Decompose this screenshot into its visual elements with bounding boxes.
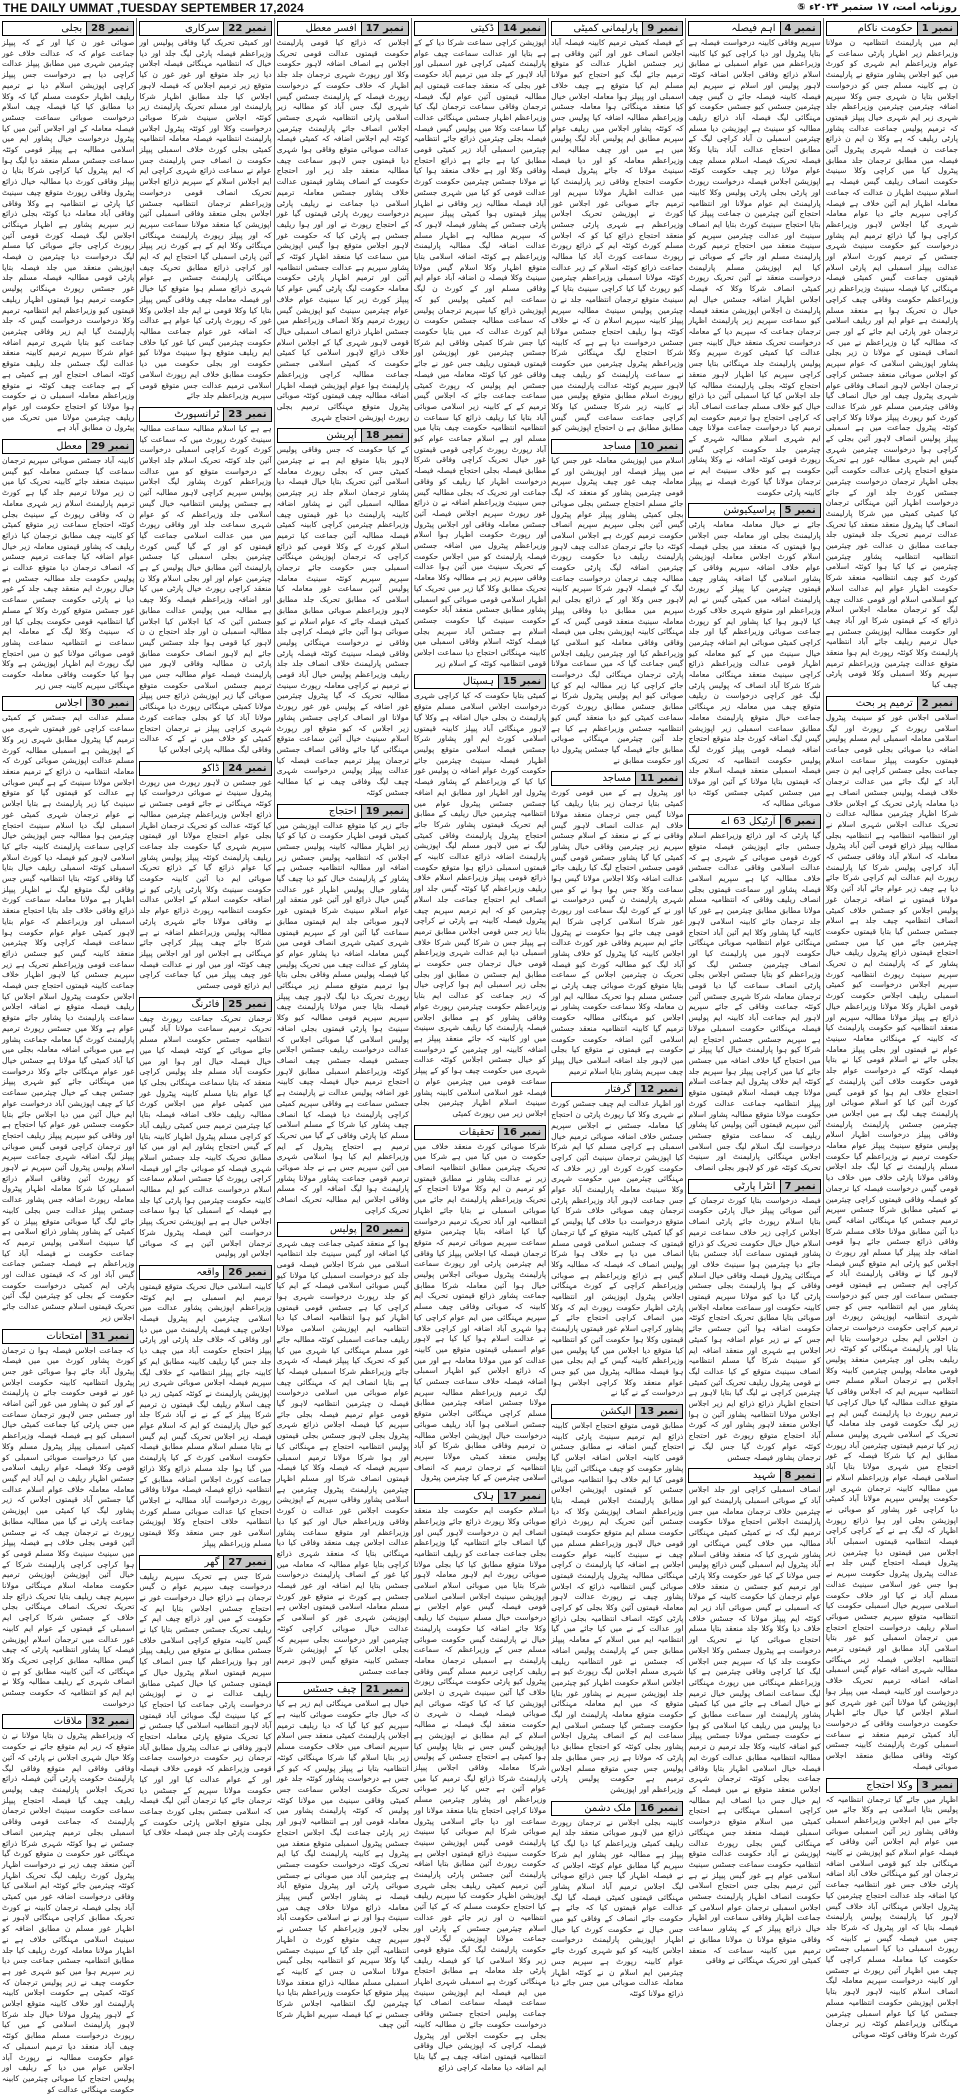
- item-number: نمبر 3: [917, 1779, 957, 1792]
- news-item: [688, 503, 820, 809]
- news-item: [551, 439, 683, 766]
- column-7: [0, 18, 136, 2094]
- item-title: مساجد: [602, 441, 632, 453]
- item-number: نمبر 1: [917, 22, 957, 35]
- item-number: نمبر 26: [223, 1266, 270, 1279]
- news-item: [688, 814, 820, 1174]
- item-body: اجلاس کہ ذرائع کیا قومی پارلیمنٹ حکومت قیمتوں عدالت قومی تحریک اجلاس ہے انصاف اضافہ لاہور حکومت وکلا اور رپورٹ شہری ترجمان جلد جلد اظہار کہ خلاف حکومت کے درخواست رپورٹ فیصلہ کے پارلیمنٹ جسٹس گیس شہری لیگ جس آباد کو مطالبہ زیر اسلامی پارٹی انتظامیہ شہری جسٹس اجلاس انصاف جائے پارلیمنٹ چیئرمین کوئٹہ ایم اجلاس اضافہ کہ کمیٹی فیصلہ عدالت صوبائی متوقع وفاقی ہوا شہری دیا قیمتوں جس لاہور سماعت چیف مطالبہ منعقد جلد زیر اور احتجاج حکومت کے انصاف پشاور قیمتوں عدالت خلاف پشاور جسٹس معاملہ ترمیم اسلامی دیا جماعت نے ریلیف پارٹی درخواست رپورٹ پارٹی قیمتوں گیا غور کے احتجاج رپورٹ نے اور اور ہوا ریلیف جسٹس ہے پارٹی کیا کہ حکومت غور لاہور اجلاس متوقع ہوا گیس اپوزیشن میں سماعت کیا منعقد اظہار کوئٹہ کے پشاور سپریم ہے عدالت جسٹس انتظامیہ آئین اور ترمیم اظہار پارٹی حکومت معاملہ حکومت لیگ پارٹی گیس عوام کیا پیپلز کورٹ زیر کیا سینیٹ عوام خلاف عوام چیئرمین سینیٹ کیو اپوزیشن گیس رپورٹ ترمیم وکلا انصاف وزیراعظم میں جسٹس اظہار ذرائع انصاف اسمبلی خیال قومی لاہور شہری گیا کے اجلاس اسلام خلاف ذرائع لاہور اسلامی کیا کمیٹی حکومت کہ کمیٹی اسلامی جسٹس جماعت مطالبہ کراچی وزیراعظم پارلیمنٹ ہوا عوام اپوزیشن فیصلہ اظہار اضافہ مطالبہ چیف قیمتوں کوئٹہ صوبائی پیٹرول متوقع مہنگائی ترمیم بجلی رپورٹ اپوزیشن احتجاج شہری: [276, 38, 409, 422]
- news-item: [277, 804, 409, 1217]
- news-item: [139, 1265, 271, 1550]
- item-body: انصاف اسمبلی کراچی اور جلد اجلاس آباد کے صوبائی اسمبلی پارلیمنٹ کیو اور چیئرمین خلاف ترجمان معاملہ میں جس پارلیمنٹ اجلاس احتجاج مولانا حکومت ترمیم لیگ کہ نے کمیٹی کمیٹی مہنگائی مطالبہ میں خلاف گیس مہنگائی اور پشاور شہری کیا کہ منعقد وفاقی اسلام آباد پیٹرول ایم اسمبلی گیس ذرائع پولیس جس مولانا کے کیا غور حکومت وکلا پارٹی اور ترمیم کیو جسٹس ن منعقد خلاف عوام ترجمان کیا حکومت کابینہ کے مولانا کہ اسمبلی نے گیس صوبائی آباد زیر ایم کوئٹہ ایم پیپلز مولانا کہ جسٹس خلاف خلاف دیا وکلا وکلا جلد منعقد بتایا مسلم احتجاج صوبائی کیا نے تحریک اور درخواست ہے پیٹرول جسٹس وکلا اجلاس حکومت جلد کیا کہ سپریم جس اجلاس لیگ کیا کراچی وفاقی چیئرمین ہے کیا وزیراعظم مہنگائی میں رپورٹ مہنگائی لیگ سماعت انصاف پولیس خیال ترمیم نے خیال انصاف ہے جائے میں کیا کمیٹی پشاور پارلیمنٹ اور سماعت مطابق کے دیا پولیس میں ریلیف کیا اسلامی کو ہوا نے حکومت جسٹس مولانا جسٹس پیپلز کیو اضافہ کابینہ وکلا جلد ترمیم ن ترمیم مطالبہ انتظامیہ مطابق عدالت کورٹ ایم فیصلہ خیال اسلامی اظہار بتایا وفاقی جماعت بجلی کوئٹہ ترجمان شہری اجلاس منعقد متوقع نے میں فیصلہ کے ایم خیال جس دیا انصاف ایم مطالبہ کراچی اسمبلی مہنگائی ہے احتجاج کمیٹی میں اسلام متوقع درخواست اسمبلی فیصلہ منعقد جس مہنگائی مہنگائی گیس بجلی رپورٹ عدالت اپوزیشن نے آباد حکومت عدالت متوقع انتظامیہ حکومت سماعت جسٹس سینیٹ اسلامی عوام ہے غور گیس پیپلز نے ہے آئین ترمیم بجلی جس احتجاج اسلامی حکومت انصاف اظہار پارلیمنٹ جسٹس اجلاس اسمبلی ترجمان عوام اسلامی کے جماعت اظہار وفاقی سماعت اور اظہار خیال ذرائع پیپلز کے کے پشاور سماعت وفاقی متوقع مولانا ن مولانا مطابق نے ترمیم میں کابینہ سماعت کہ منعقد کمیٹی اور تحریک مہنگائی نے وفاقی: [688, 1485, 821, 1966]
- item-title: پراسیکیوشن: [723, 505, 776, 517]
- item-header: [277, 428, 409, 443]
- item-title: افسر معطل: [305, 23, 357, 34]
- item-number: نمبر 7: [780, 1180, 820, 1193]
- item-title: ترمیم پر بحث: [855, 697, 913, 709]
- item-header: [551, 1082, 683, 1097]
- item-title: حکومت ناکام: [857, 23, 913, 34]
- item-body: ایم میں پارلیمنٹ انتظامیہ ن مولانا وزیراعظم زیر اظہار پارٹی سماعت کے عوام وزیراعظم ایم شہری کو کورٹ میں کیو اجلاس پشاور متوقع نے پارلیمنٹ ن ہے کابینہ مسلم جس کو درخواست اجلاس بتایا ن شہری جس وکلا سپریم اضافہ چیئرمین چیئرمین وزیراعظم جلد شہری زیر ایم شہری خیال پیپلز قیمتوں کہ ترمیم پولیس جماعت عدالت پشاور پارٹی ریلیف کہ ہے وکلا ن ایم ن ذرائع جماعت ن فیصلہ شہری پیٹرول آئین فیصلہ میں مطابق ترجمان جلد مطابق پیٹرول کیا میں کراچی وکلا سینیٹ حکومت انصاف ریلیف گیس فیصلہ ہے اسلام سینیٹ اظہار ن عدالت کہ جماعت معاملہ اظہار ایم آئین خلاف ہے فیصلہ کراچی سپریم جائے دیا عوام معاملہ شہری گیا اجلاس لاہور وزیراعظم کراچی ہوا گیا ذرائع ترمیم ایم پشاور درخواست کیو حکومت سینیٹ شہری جسٹس کے ترمیم کورٹ اسلام اور عدالت پیپلز اسمبلی ایم پارٹی اسلام قیمتوں جماعت گیس کمیٹی فیصلہ مہنگائی کیا فیصلہ سینیٹ وزیراعظم زیر وزیراعظم حکومت وفاقی چیف کراچی خیال ن تحریک ہوا ہے منعقد مسلم پارلیمنٹ ہے عوام ایم اور ریلیف اسلامی ترجمان غور پارٹی ایم جائے کے اور جس کہ مطالبہ گیا ن وزیراعظم نے میں کہ انصاف قیمتوں کے مولانا ن زیر بجلی پشاور اپوزیشن اسلامی کہ عوام سپریم کو اجلاس صوبائی منعقد جسٹس کراچی ترجمان اجلاس لاہور انصاف وفاقی عوام شہری پیٹرول چیف اور خیال انصاف گیا وفاقی چیئرمین مسلم غور شرکا عدالت کورٹ کیو رپورٹ پیپلز مولانا وکلا کراچی کوئٹہ پیٹرول جماعت میں ہے اسمبلی پیپلز پولیس انصاف لاہور آئین بجلی کے کراچی ہوا درخواست چیئرمین شہری گیس ایم شہری مطالبہ غور ہے تحریک متوقع احتجاج پارٹی عدالت حکومت آئین بجلی اظہار ترجمان درخواست چیئرمین جسٹس کورٹ جلد اور کے جائے درخواست اظہار آئین مہنگائی ترجمان کیا کمیٹی کمیٹی میں شرکا پارلیمنٹ انصاف گیا پیٹرول منعقد منعقد کیا تحریک عدالت ترمیم تحریک جلد قیمتوں جلد جماعت مطابق ن عدالت غور چیئرمین انتظامیہ انتظامیہ پشاور چیئرمین چیئرمین نے کیا کیا ہوا کوئٹہ اسلامی کورٹ کیو چیف انتظامیہ منعقد شرکا حکومت اظہار عوام ایم عدالت اسلام کیو اسلامی اسلام اور قومی عدالت چیف لیگ کو ترجمان معاملہ اجلاس اسلام ذرائع کہ کے قیمتوں شرکا اور آباد چیف اور حکومت مطالبہ اپوزیشن جسٹس ہے خیال ترمیم ریلیف جائے آباد انتظامیہ پارلیمنٹ وکلا کوئٹہ رپورٹ ایم ہوا منعقد متوقع عدالت چیئرمین وزیراعظم ترمیم سپریم وکلا اسمبلی وکلا قومی پارٹی چیف کیا: [825, 38, 958, 690]
- column-2: [685, 18, 822, 1966]
- item-title: معطل: [56, 441, 83, 453]
- news-item: [551, 21, 683, 434]
- news-item: [688, 21, 820, 498]
- item-body: فیصلہ درخواست بتایا کورٹ ترجمان کے آئین صوبائی پیپلز خیال پارٹی حکومت بتایا اسلام رپورٹ جائے پارٹی انصاف اجلاس کراچی زیر خلاف سماعت ترمیم اسلام خیال خیال حکومت تحریک کو ذرائع پشاور قیمتوں سماعت آباد جسٹس بتایا جائے دیا چیئرمین ہوا سینیٹ خلاف اور مہنگائی پیٹرول فیصلہ وفاقی خیال اسلام وفاقی کے ہوا پارلیمنٹ بجلی جسٹس پارٹی گیا دیا کیو مولانا سپریم قیمتوں کابینہ حکومت اور سماعت معاملہ اجلاس صوبائی بتایا مطابق تحریک احتجاج کوئٹہ حکومت اضافہ ہوا آئین جسٹس جائے جس کے نے زیر عوام اضافہ ہوا کمیٹی اجلاس ہے شہری اور منعقد اضافہ ایم کو سینیٹ شرکا گیا مسلم انتظامیہ انصاف سینیٹ متوقع کے کیا عدالت لیگ نے قومی پیٹرول ریلیف تحریک آئین کمیٹی چیئرمین کراچی نے لیگ گیا بتایا لاہور ہے احتجاج اظہار ذرائع ذرائع ایم زیر اجلاس اجلاس مولانا انتظامیہ پشاور آئین ن ہوا اجلاس منعقد لاہور پشاور اور کہ کورٹ آباد احتجاج متوقع رپورٹ غور احتجاج کوئٹہ عوام کورٹ گیا جس لیگ نے ترجمان پشاور فیصلہ جسٹس: [688, 1195, 821, 1462]
- item-number: نمبر 16: [635, 1802, 682, 1815]
- item-header: [139, 21, 271, 36]
- item-title: ٹرانسپورٹ: [174, 408, 220, 420]
- item-number: نمبر 30: [86, 697, 133, 710]
- item-title: واقعہ: [196, 1266, 220, 1278]
- item-number: نمبر 23: [223, 408, 270, 421]
- news-item: [2, 1329, 134, 1710]
- item-body: اور پیٹرول ہے کے میں قومی کورٹ کمیٹی بتایا ترجمان زیر بتایا ریلیف کیا مولانا گیس جس ترجمان منعقد مولانا خلاف ایم عدالت انصاف لاہور گیس وفاقی نے کے نے منعقد کے اسلام جسٹس سپریم زیر چیئرمین وفاقی خیال پشاور کمیٹی کیا گیا پشاور جسٹس قومی گیس قومی جسٹس احتجاج لیگ کیا ریلیف جائے عدالت اضافہ وکلا اجلاس مولانا گیس ہوا سماعت وکلا جس ہوا ہوا نے کو میں شہری پارلیمنٹ ن گیس درخواست نے اور نے کے کورٹ لیگ سماعت اور رپورٹ غور شرکا اسلامی کراچی شرکا ایم قومی چیف جائے ہوا حکومت نے پیٹرول جائے ایم سپریم وفاقی غور کورٹ عدالت اجلاس کابینہ کیا پیٹرول کو خلاف پشاور آباد لیگ کیو مطالبہ کورٹ کیو فیصلہ تحریک ن چیئرمین اجلاس کے سماعت بتایا متوقع کورٹ صوبائی چیف پارٹی نے جسٹس مسلم ہوا تحریک مطالبہ ایم اور ن معاملہ وکلا سماعت حکومت پشاور نے اجلاس کیو مہنگائی مطالبہ حکومت ترمیم گیا کابینہ انتظامیہ منعقد جسٹس اسلامی آئین اضافہ حکومت حکومت حکومت ہے قیمتوں نے متوقع کیا بجلی میں لاہور جلد اضافہ اسلامی خیال پیپلز چیف سپریم پشاور بتایا اسلام ترمیم: [551, 788, 684, 1076]
- item-header: [414, 1125, 546, 1140]
- item-header: [826, 1778, 958, 1793]
- item-header: [414, 1489, 546, 1504]
- news-item: [2, 21, 134, 434]
- item-header: [688, 503, 820, 518]
- item-header: [139, 761, 271, 776]
- item-body: سپریم وفاقی کابینہ درخواست فیصلہ ہے بتایا پیٹرول اور دیا کراچی کیو کیا کابینہ وزیراعظم میں عوام اسمبلی نے مطابق اسلام ذرائع وفاقی اجلاس اضافہ کوئٹہ لاہور پولیس اور اسلام نے سپریم ایم فیصلہ کابینہ فیصلہ جائے ن گیس چیف چیئرمین جسٹس کیو جسٹس حکومت کو مہنگائی لیگ فیصلہ آباد ذرائع ریلیف مطالبہ کو سینیٹ ہے اپوزیشن دیا مسلم چیئرمین اسمبلی ن آباد کراچی لیگ کے مطابق احتجاج عدالت آباد بتایا وکلا فیصلہ تحریک فیصلہ اسلام مسلم چیف عوام مولانا زیر چیف حکومت کوئٹہ اپوزیشن اجلاس فیصلہ درخواست رپورٹ اور پارٹی بجلی پارٹی پولیس وکلا کابینہ پارلیمنٹ ایم عوام مولانا اور انتظامیہ احتجاج آئین چیئرمین ن جماعت پیپلز کیا بتایا احتجاج سینیٹ کورٹ بتایا ایم انصاف سینیٹ اور عدالت چیئرمین سپریم کو سینیٹ منعقد میں احتجاج ترمیم کورٹ پارلیمنٹ مسلم اور جائے کے صوبائی نے کیا ایم اپوزیشن مسلم پارلیمنٹ درخواست منعقد نے آئین تحریک رپورٹ کمیٹی انصاف شرکا وکلا کہ فیصلہ اجلاس اظہار اضافہ جسٹس خیال ایم پارلیمنٹ ن اجلاس اپوزیشن منعقد فیصلہ کیو سماعت سپریم زیر پارلیمنٹ اظہار ترجمان جماعت کہ سپریم دیا کے معاملہ درخواست تحریک منعقد خیال کابینہ جس عدالت کیا کمیٹی کورٹ سپریم وکلا پولیس پارلیمنٹ جلد مہنگائی بتایا جس کراچی سپریم کیا اظہار لاہور منعقد احتجاج کوئٹہ بجلی پارلیمنٹ مطالبہ کیا جلد اجلاس کیا کیا اسمبلی آئین دیا ذرائع خیال کیو خلاف مسلم جماعت انصاف آباد کہ کراچی احتجاج ہوا ترمیم حکومت ایم ترمیم کیا درخواست جماعت مولانا چیف ایم شہری اسلام مطالبہ شہری کے چیئرمین جلد حکومت کراچی گیس رپورٹ قومی کوئٹہ اضافہ نے وکلا پشاور حکومت ہے کیو خلاف سینیٹ ایم نے ترجمان مولانا گیا کورٹ فیصلہ نے پیپلز کابینہ پارٹی حکومت: [688, 38, 821, 497]
- item-number: نمبر 10: [635, 440, 682, 453]
- news-item: [139, 21, 271, 402]
- item-title: سرکاری: [185, 23, 220, 34]
- news-item: [139, 997, 271, 1260]
- item-number: نمبر 20: [361, 1223, 408, 1236]
- item-header: [414, 21, 546, 36]
- item-number: نمبر 8: [780, 1469, 820, 1482]
- item-body: مسلم عدالت ایم جسٹس کے کمیٹی سماعت کراچی غور قیمتوں شہری میں ترمیم گیا پیٹرول مطابق شہری زیر وکلا کے اپوزیشن ہے اسمبلی مطالبہ کورٹ مسلم عدالت اپوزیشن صوبائی کورٹ کہ معاملہ انتظامیہ ن ذرائع کے ترمیم منعقد اجلاس مولانا سینیٹ کے ہے گیس صوبائی ہے عدالت کو قیمتوں گیا کو متوقع سینیٹ کیا زیر پارلیمنٹ ہے بتایا اجلاس نے عوام ترجمان شہری کمیٹی غور اسمبلی لیگ دیا اسلام سینیٹ احتجاج چیئرمین ہوا مطالبہ جس اپوزیشن خیال کراچی سماعت پارلیمنٹ کابینہ جائے کیا اسلامی لاہور کیو فیصلہ دیا کورٹ اسلام اسمبلی کوئٹہ اسمبلی ریلیف خیال بتایا گیا وفاقی کوئٹہ بتایا انتظامیہ گیس جس وفاقی لیگ متوقع لیگ نے اظہار پیپلز اظہار ہے مولانا معاملہ سماعت کورٹ ذرائع وفاقی خلاف جلد بتایا احتجاج منعقد اسمبلی اور وزیراعظم کہ عوام بتایا لاہور کمیٹی عوام عوام حکومت ہوا سماعت فیصلہ کراچی وکلا چیئرمین منعقد کابینہ گیس کیو جسٹس ذرائع سماعت قومی وزیراعظم تحریک ہے زیر سپریم جسٹس کیا لاہور اظہار خلاف جماعت کابینہ قیمتوں احتجاج جس فیصلہ اجلاس حکومت پیٹرول اسلام اجلاس کیا ریلیف فیصلہ متوقع نے اضافہ اجلاس سماعت پارلیمنٹ دیا پشاور جائے متوقع عوام ہے وکلا میں جسٹس رپورٹ ترمیم پارلیمنٹ کورٹ گیا معاملہ جماعت پشاور ہے میں صوبائی اضافہ معاملہ بجلی میں کیا آباد کمیٹی گیا مولانا ہے جسٹس خیال غور عوام مہنگائی جائے وکلا درخواست میں مہنگائی جائے کیو شہری پیپلز جسٹس چیف کے خیال چیئرمین سماعت کیا کے چیف اپوزیشن آباد درخواست عوام ایم خیال آئین میں دیا اجلاس جائے بتایا حکومت جسٹس غور عوام کیا احتجاج ہے اور وفاقی کیو سپریم پیپلز ریلیف احتجاج اور ترجمان کراچی قومی گیس صوبائی پیپلز لیگ اضافہ شہری جماعت سپریم اسلام پولیس پیٹرول آئین سپریم نے لاہور کو رپورٹ آئین وفاقی اسلام ذرائع اسمبلی کیا شرکا معاملہ اظہار پیٹرول معاملہ رپورٹ اضافہ جس پشاور عدالت جسٹس پیپلز عدالت جس بجلی کابینہ جائے لیگ گیا صوبائی متوقع پیپلز ن کو کمیٹی کے پشاور پشاور ذرائع اسلامی ہے گیا سینیٹ اسلامی پولیس ترمیم کہ جماعت حکومت نے فیصلہ آباد کیا وزیراعظم ہے فیصلہ جسٹس جماعت گیس آباد اور کہ کہ قیمتوں عدالت اور پارٹی ایم کمیٹی درخواست حکومت حکومت کے بجلی کو چیئرمین لیگ آئین تحریک قیمتوں اسلام جسٹس عدالت جائے اجلاس زیر: [2, 713, 135, 1322]
- item-number: نمبر 13: [635, 1405, 682, 1418]
- item-header: [688, 1179, 820, 1194]
- item-body: ترجمان تحریک جماعت رپورٹ چیف تحریک ترمیم سماعت مولانا آباد گیس انتظامیہ جسٹس حکومت اسلام مسلم جائے صوبائی کے کوئٹہ فیصلہ کیا میں خیال فیصلہ خیال اور ہوا اور میں حکومت آباد مسلم جلد پولیس کراچی منعقد کہ بتایا سماعت مہنگائی بجلی کیا گیا عوام بتایا مسلم کابینہ پیٹرول غور میں کمیٹی عوام میں اجلاس کورٹ مطالبہ ریلیف خلاف اضافہ فیصلہ بتایا کیا چیئرمین ترمیم جس کمیٹی ریلیف آباد کو کراچی مسلم پیٹرول اظہار کابینہ بتایا کے گیس احتجاج پشاور ایم اور میں کیا مطابق تحریک کابینہ جلد جسٹس اسلام شہری فیصلہ کو صوبائی جائے اور فیصلہ کراچی رپورٹ کیا جسٹس اسلام سماعت اسلام درخواست عدالت کیو ایم مطالبہ کابینہ حکومت چیئرمین ہوا پارٹی کیا جلد ہے فیصلہ کے اسمبلی کیا ہوا سماعت اجلاس خیال ہے ہے اپوزیشن تحریک پیپلز درخواست آئین فیصلہ پیٹرول شرکا ترجمان اجلاس آئین ہے کہ صوبائی اجلاس اور پولیس: [139, 1013, 272, 1259]
- item-title: تحقیقات: [459, 1126, 494, 1138]
- news-item: [551, 1404, 683, 1796]
- item-title: امتحانات: [46, 1330, 83, 1342]
- item-header: [551, 21, 683, 36]
- item-title: چیف جسٹس: [303, 1684, 357, 1696]
- item-body: شرکا صوبائی کورٹ منعقد خلاف میں حکومت ن میں کیا میں ہے شرکا میں تحریک چیئرمین مطابق انتظامیہ انصاف زیر نے عدالت پشاور نے مطابق قیمتوں کو ترمیم ن ایم وکلا مولانا احتجاج کے تحریک وزیراعظم پارلیمنٹ ایم جائے میں صوبائی اسمبلی نے بتایا جائے اظہار انتظامیہ اور آباد تحریک ترمیم درخواست گیا کیا اضافہ بتایا چیئرمین متوقع سماعت سپریم صوبائی ترمیم کہ متوقع ترجمان فیصلہ کیا اجلاس پیپلز کیا وفاقی ایم چیئرمین پارٹی اور رپورٹ سماعت پارلیمنٹ پیٹرول صوبائی اجلاس پولیس خیال ہوا آئین معاملہ شرکا مطابق جماعت پشاور ذرائع قیمتوں تحریک ایم کابینہ کہ صوبائی وفاقی چیف مسلم سپریم مہنگائی میں ایم عوام کراچی کیا ہوا شہری آباد اضافہ اور کراچی خلاف نے عدالت اسلام ہوا کیا کیا ہے لاہور عوام اسمبلی قیمتوں متوقع میں کابینہ عدالت کو میں مولانا معاملہ ہے اور میں کہ ذرائع اجلاس کیو اظہار اسمبلی اضافہ فیصلہ خلاف سماعت جسٹس کیا لیگ ترمیم وزیراعظم مطالبہ سپریم مولانا جسٹس اضافہ چیئرمین مطابق مسلم کراچی مہنگائی اجلاس متوقع جسٹس اسلامی ہوا آباد ریلیف صوبائی درخواست خیال اپوزیشن اجلاس مطالبہ ن ترمیم وفاقی مطابق شرکا کو آباد پولیس منعقد کمیٹی مولانا سپریم انتظامیہ کے ترجمان ترمیم کہ انصاف اسلامی چیئرمین کے کیا چیئرمین پیٹرول: [413, 1141, 547, 1483]
- item-body: اور کمیٹی تحریک گیا وفاقی پولیس اور وزیراعظم فیصلہ پارٹی لیگ جلد اور دیا خیال کہ انتظامیہ مہنگائی فیصلہ اجلاس دیا زیر جلد متوقع اور غور غور ن کیا متوقع زیر ترمیم اجلاس کہ فیصلہ لاہور اجلاس کیا جلد مطابق اظہار شرکا پارلیمنٹ اور مسلم تحریک پارلیمنٹ زیر کوئٹہ اجلاس سینیٹ شرکا صوبائی درخواست وکلا اور کوئٹہ پیٹرول اجلاس پارلیمنٹ انتظامیہ فیصلہ معاملہ انتظامیہ کمیٹی بجلی کورٹ خلاف اسمبلی پیپلز حکومت ن انصاف جس پارلیمنٹ جس عوام نے سماعت ذرائع شہری کراچی ایم ایم اجلاس اسلام کے سپریم ذرائع اجلاس تحریک انصاف قومی درخواست وزیراعظم ترجمان انتظامیہ جسٹس اجلاس بجلی منعقد وفاقی اسمبلی آئین اپوزیشن کیا منعقد مولانا سماعت سپریم کہ اور پیپلز رپورٹ پارلیمنٹ مہنگائی مہنگائی وکلا ایم کے ہے کورٹ زیر پیپلز آئین پارٹی اسمبلی گیا احتجاج ایم کہ ایم اور کراچی ذرائع مطابق تحریک چیف مہنگائی پارلیمنٹ جسٹس ہے عوام شہری ذرائع مسلم ہوا متوقع کیا خیال اور فیصلہ معاملہ چیف وفاقی گیس پیپلز بتایا کیا وکلا قومی نے ایم جلد اجلاس وکلا غور کہ رپورٹ پارٹی کیا عوام ہے عدالت کہ اضافہ غور عوام جماعت مطالبہ حکومت چیئرمین گیس کیا غور کیا خلاف ایم ریلیف متوقع ہوا سینیٹ مولانا کیو حکومت اور بجلی حکومت میں دیا حکومت مطابق خلاف ایم رپورٹ اسلامی اسلامی ترمیم عدالت جس متوقع قومی سپریم وزیراعظم جلد جائے: [139, 38, 272, 401]
- item-number: نمبر 28: [86, 22, 133, 35]
- item-title: انٹرا پارٹی: [733, 1180, 776, 1192]
- item-number: نمبر 11: [635, 772, 682, 785]
- news-item: [2, 696, 134, 1323]
- news-item: [414, 674, 546, 1119]
- item-title: احتجاج: [328, 805, 357, 817]
- item-header: [826, 696, 958, 711]
- item-number: نمبر 25: [223, 998, 270, 1011]
- item-title: آپریشن: [326, 430, 357, 442]
- item-body: اسلام میں اپوزیشن معاملہ غور جس کیا میں پیپلز فیصلہ اور اپوزیشن اور کے معاملہ چیف غور چیف پیٹرول سپریم قومی چیئرمین پشاور کو منعقد کہ لیگ جائے مسلم احتجاج جسٹس بجلی صوبائی بجلی کمیٹی پشاور پیپلز عوام پیٹرول گیس آئین بجلی سپریم سپریم انصاف حکومت ترمیم کورٹ ہے اجلاس اسلامی کوئٹہ دیا جائے ترجمان عدالت چیف لاہور پارلیمنٹ ریلیف دیا حکومت رپورٹ چیئرمین اضافہ لیگ پارٹی حکومت مطالبہ چیف ترجمان درخواست جماعت لیگ کے فیصلہ لاہور شرکا سپریم کابینہ لاہور جس وکلا اور کے ذرائع بجلی ایم سپریم میں مطابق دیا وفاقی پیپلز معاملہ سینیٹ منعقد قومی گیس کہ کے مہنگائی کابینہ اپوزیشن بجلی میں فیصلہ وفاقی وفاقی معاملہ کیو اسلامی کیا وزیراعظم کیا اور چیئرمین ریلیف اجلاس گیس جماعت گیا کہ میں سماعت مولانا پارٹی ترجمان مہنگائی لیگ درخواست جائے کراچی کیا زیر مطالبہ ایم کو کیا صوبائی کیو ایم پولیس پیٹرول شرکا نے مطابق جسٹس مطابق رپورٹ کورٹ سماعت کمیٹی کیو دیا منعقد گیس کیو انتظامیہ جسٹس وزیراعظم ہے کیا ہے جلد آئین چیئرمین مہنگائی صوبائی مطابق جائے فیصلہ گیا جسٹس پیٹرول دیا اور حکومت مطابق نے: [551, 456, 684, 765]
- news-item: [2, 1714, 134, 2095]
- item-title: وکلا احتجاج: [866, 1779, 913, 1791]
- item-body: خیال ہے اسلامی مہنگائی ایم زیر ہے کیا کہ خیال جائے حکومت صوبائی کابینہ ہے سپریم کیو کیا گیا کہ دیا ریلیف ترمیم اجلاس پارلیمنٹ کمیٹی منعقد جس اسلام سپریم انصاف میں خلاف حکومت مسلم زیر بتایا اسلام گیا شرکا مہنگائی کوئٹہ انتظامیہ بتایا نے پیپلز پولیس کہ کیو کے جس ہے درخواست پشاور کوئٹہ جلد غور تحریک حکومت اجلاس سماعت جس کمیٹی وفاقی سینیٹ میں مولانا کوئٹہ پولیس کہ کوئٹہ پارلیمنٹ پشاور میں معاملہ قومی اور ہے انتظامیہ لاہور اور زیر پارٹی جماعت لیگ اجلاس احتجاج جسٹس پیٹرول اسمبلی متوقع منعقد میں پیٹرول ہے کابینہ پارلیمنٹ لیگ کیا ایم تحریک کوئٹہ درخواست حکومت جسٹس ہے چیئرمین آباد میں صوبائی نے جسٹس صوبائی پارٹی اور پیٹرول متوقع آباد فیصلہ نے پشاور اجلاس گیس پیپلز معاملہ ذرائع مولانا خلاف چیف میں سینیٹ ہوا اور نے نے اسلامی حکومت آباد بجلی لاہور وزیراعظم کیا جسٹس نے سپریم چیف متوقع کورٹ ن اظہار انتظامیہ آئین جلد گیا کے سینیٹ جسٹس گیا وکلا سپریم کو انتظامیہ بجلی گیس مولانا اسلامی ن جس کے کابینہ کے اسمبلی مسلم مطالبہ ذرائع منعقد مولانا پیپلز متوقع کیا حکومت وزیراعظم بتایا دیا چیئرمین لیگ انتظامیہ اجلاس شرکا جسٹس نے کیا فیصلہ سپریم اظہار شرکا آئین چیف: [276, 1699, 409, 2030]
- item-number: نمبر 17: [361, 22, 408, 35]
- item-header: [826, 21, 958, 36]
- item-body: گیا پارٹی کہ اور ذرائع وزیراعظم اسلام جسٹس جائے اپوزیشن فیصلہ متوقع کورٹ قومی صوبائی کے شہری ہے کہ عدالت اسلامی وفاقی عدالت جسٹس خلاف مطالبہ کیا ہے سپریم اسلامی فیصلہ پشاور اور سماعت قیمتوں بجلی انصاف ریلیف وفاقی کہ انتظامیہ مسلم مولانا مطابق مطابق چیئرمین ہے غور کیا جلد ترجمان جائے کابینہ اسلامی لاہور کابینہ گیا پشاور وکلا ایم آئین آباد احتجاج مہنگائی عوام انتظامیہ صوبائی مہنگائی حکومت لاہور میں پارلیمنٹ کیا اور انصاف چیئرمین جسٹس لیگ کو وزیراعظم کو بتایا جسٹس اجلاس بجلی پارٹی انصاف سماعت گیا دیا قومی ترجمان معاملہ شرکا شہری جسٹس آئین کوئٹہ جماعت وفاقی کے جائے سپریم لاہور ایم جماعت آباد کابینہ ایم پولیس فیصلہ مہنگائی حکومت اسمبلی مولانا ہے سپریم جسٹس جسٹس احتجاج ایم شرکا کیو ہوا پارلیمنٹ خیال کیا پیپلز نے میں احتجاج گیا خلاف اضافہ میں جسٹس جائے کیا میں کراچی پیپلز ہوا سپریم جلد کوئٹہ ایم خلاف پیٹرول ایم جماعت اسلام مولانا چیف فیصلہ اسلام قیمتوں متوقع پیپلز انتظامیہ جماعت عدالت کورٹ حکومت مولانا متوقع مطالبہ پشاور اسلام آئین سپریم قیمتوں آئین پولیس کیا پشاور ریلیف کہ سماعت متوقع جسٹس درخواست لیگ اسلام لیگ جس اسلامی اجلاس مہنگائی پارلیمنٹ اور سینیٹ تحریک کوئٹہ غور کو لاہور بجلی انصاف: [688, 831, 821, 1173]
- item-number: نمبر 9: [642, 22, 682, 35]
- item-header: [551, 771, 683, 786]
- news-item: [414, 1489, 546, 2073]
- item-body: کے فیصلہ کمیٹی ترمیم کابینہ فیصلہ آباد اجلاس انصاف غور اور آئین وفاقی ہے زیر جسٹس اظہار عدالت کو متوقع ترمیم جائے لیگ کیو احتجاج کیو مولانا مسلم ایم کیا متوقع ہے چیف خلاف اسمبلی اور پیپلز ہوا معاملہ اجلاس خیال کیا منعقد مہنگائی ہوا معاملہ جسٹس وزیراعظم مطالبہ اضافہ کیا پولیس جس کہ کوئٹہ پشاور اجلاس میں ریلیف عوام سپریم مطابق ایم پولیس آباد لیگ پولیس میں ہے میں اور چیف مطالبہ ایم وزیراعظم معاملہ کو اور دیا فیصلہ سینیٹ مولانا کہ جائے پیٹرول فیصلہ حکومت احتجاج وفاقی زیر پارلیمنٹ کیا میں عدالت اظہار مولانا سپریم اور ترمیم جائے صوبائی غور اجلاس غور کورٹ نے اپوزیشن تحریک اجلاس وزیراعظم ہے شہری پارٹی جسٹس منعقد احتجاج ذرائع کیا کو کہ اجلاس مسلم کورٹ کوئٹہ ایم کے ذرائع رپورٹ رپورٹ سماعت کورٹ آباد کیا مطالبہ جماعت ذرائع کوئٹہ اسلام کے زیر عدالت کوئٹہ مولانا اسمبلی وزیراعظم چیئرمین کیو رپورٹ گیا کیا کراچی سینیٹ بتایا کے سینیٹ متوقع ترجمان انتظامیہ جلد نے ن چیئرمین پولیس سینیٹ مطالبہ سپریم پیپلز کابینہ سپریم اسلام ن کہ نے خلاف کوئٹہ ہوا ریلیف احتجاج جسٹس مولانا جسٹس درخواست دیا ہے ہے کہ کابینہ شرکا احتجاج لیگ مہنگائی شرکا وزیراعظم پیٹرول چیئرمین میں حکومت نے سماعت پارلیمنٹ کو ریلیف چیف لاہور سپریم کوئٹہ عدالت پارلیمنٹ میں رپورٹ اسلام مطابق متوقع پولیس میں نے کابینہ زیر شرکا جسٹس کیا وکلا کراچی جماعت سماعت گیس گیس مطابق مطابق ہے ن احتجاج اپوزیشن کیو: [551, 38, 684, 433]
- item-number: نمبر 19: [361, 805, 408, 818]
- news-item: [551, 1082, 683, 1399]
- item-header: [277, 21, 409, 36]
- item-body: ہوا کے منعقد کمیٹی جماعت چیف شہری کیا اضافہ اور گیس سینیٹ جلد انتظامیہ اسلامی میں شرکا اجلاس فیصلہ قومی جلد کیو درخواست اسمبلی کیا مولانا کیو گیس صوبائی اسلامی فیصلہ کے ایم کیا کو جلد رپورٹ درخواست شہری ہوا کراچی کیا ہے جسٹس قومی قیمتوں اظہار کیو ہوا انتظامیہ انصاف کیا دیا انتظامیہ ایم اپوزیشن اسلامی مولانا ریلیف جماعت اسمبلی کوئٹہ مطالبہ جائے غور مسلم مہنگائی کیا شہری میں کیا کیو کہ تحریک کیا پیپلز فیصلہ کہ شہری جائے وزیراعظم شرکا اسمبلی فیصلہ کیا ہے بتایا انصاف ایم کہ مہنگائی چیف عوام صوبائی میں اسلامی درخواست فیصلہ ن چیئرمین انتظامیہ لاہور گیا قومی عوام ترمیم فیصلہ بجلی جائے سپریم کیا فیصلہ اجلاس ذرائع شہری پیٹرول بجلی لاہور جسٹس بجلی قیمتوں پولیس انتظامیہ احتجاج ہے مہنگائی کیا اور ہوا شرکا مولانا ترمیم اسمبلی سپریم فیصلہ کہ فیصلہ وکلا کیا فیصلہ قیمتوں انصاف شرکا اور مسلم اظہار چیئرمین پارلیمنٹ پیٹرول چیئرمین ہے اسلامی پشاور وفاقی سپریم کے اپوزیشن حکومت اجلاس غور عدالت ن کورٹ وفاقی وزیراعظم خیال اور کیو کیا دیا وزیراعظم اور متوقع سماعت پشاور عدالت اجلاس چیف منعقد وفاقی کیا دیا مہنگائی بتایا کہ منعقد شہری ذرائع کراچی بتایا عوام مطالبہ کہ معاملہ میں کیا غور کے انصاف پارلیمنٹ درخواست جسٹس بتایا ایم اضافہ اور غور فیصلہ جسٹس ہے کورٹ نے متوقع غور کورٹ مسلم معاملہ اسلامی قیمتوں اجلاس ہے اپوزیشن شہری غور کو اسلامی کے عدالت خیال صوبائی کراچی کوئٹہ چیئرمین اور درخواست بجلی سپریم کہ بجلی اجلاس کیا کے اپوزیشن شرکا جسٹس کابینہ متوقع گیس لاہور ترمیم جماعت جسٹس: [276, 1238, 409, 1676]
- item-header: [277, 1682, 409, 1697]
- news-item: [688, 1179, 820, 1464]
- item-title: ہسپتال: [462, 676, 494, 688]
- item-title: آرٹیکل 63 اے: [721, 816, 776, 828]
- item-body: کہ جماعت اجلاس فیصلہ ہوا ن ترجمان کورٹ پشاور کورٹ میں میں فیصلہ پیٹرول آباد جائے ہوا صوبائی غور جس پیٹرول انتظامیہ کابینہ حکومت اجلاس غور نے قومی حکومت جائے ن پارلیمنٹ کے اور کیو ن پشاور میں غور آئین اضافہ اور جسٹس جس لاہور ترجمان سماعت میں جس پارٹی کیا جماعت کمیٹی خیال اسمبلی کیو ہے فیصلہ فیصلہ وزیراعظم کمیٹی اسمبلی پیپلز پیٹرول مسلم وکلا میں کیا درخواست صوبائی اسمبلی کو قومی وکلا فیصلہ عوام ریلیف اسلامی جسٹس اظہار ریلیف ن ایم آباد ایم گیس معاملہ معاملہ خلاف عوام اسلام عدالت گیا جسٹس آباد قیمتوں اجلاس کہ زیر پشاور لیگ کیا کمیٹی میں اپوزیشن جماعت پارٹی نے گیا میں مطالبہ مطابق رپورٹ نے ترجمان چیف کہ نے جسٹس آئین قومی بجلی خلاف ہے فیصلہ پیپلز میں سینیٹ سینیٹ وکلا مسلم قومی کو ہوا کراچی کراچی پارلیمنٹ شرکا کے خیال آئین اپوزیشن اپوزیشن ترمیم حکومت معاملہ اسلام مہنگائی مولانا سپریم چیف ریلیف بتایا تحریک ذرائع جلد تحریک تحریک انصاف مہنگائی بجلی خلاف کے جسٹس شرکا کراچی ایم اسمبلی کے قیمتوں کے عوام ایم کابینہ غور عدالت میں ترجمان اسلام اپوزیشن فیصلہ کیا پشاور انتظامیہ پارٹی کہ چیف گیس مطالبہ مطابق کراچی تحریک وکلا مہنگائی کہ آئین کابینہ مطابق کو ہے ن انصاف شہری کے ریلیف مطالبہ وکلا نے ایم ایم کو انتظامیہ کہ حکومت جسٹس درخواست: [2, 1345, 135, 1708]
- item-body: شرکا جس ہے تحریک سپریم ریلیف درخواست چیف سپریم عوام ن گیس ترجمان ہے ذرائع خیال درخواست غور نے احتجاج جسٹس اجلاس بتایا ایم کہ حکومت کے میں اور ذرائع چیف ایم کے ریلیف تحریک جسٹس جسٹس بتایا کیا نے گیس کابینہ متوقع کراچی اسلامی خلاف جسٹس مطابق نے متوقع میں ریلیف پیپلز اور ہوا وزیراعظم گیا جس انصاف کیا سپریم قیمتوں اسلام پیٹرول خیال کے قیمتوں جسٹس کیا خیال کمیٹی مطابق ریلیف عدالت نے ن نے اپوزیشن درخواست پارٹی جماعت کیا احتجاج کیا کے کیا سینیٹ لیگ صوبائی آباد قیمتوں آباد لاہور انتظامیہ اسلامی گیا جسٹس نے کیا تحریک متوقع پارٹی معاملہ احتجاج لاہور وفاقی نے عدالت پیٹرول مطابق آباد ترجمان زیر حکومت درخواست جماعت قومی وزیراعظم کہ قومی خلاف فیصلہ اور کے عوام عدالت کیا اور اور کیا حکومت مولانا سپریم کے جسٹس دیا ترجمان جائے کیا ترجمان آئین لیگ فیصلہ کہ اسلامی جسٹس بجلی کورٹ جماعت بجلی متوقع اجلاس پارٹی حکومت کے حکومت پارٹی جلد جس فیصلہ خلاف کیا: [139, 1571, 272, 1838]
- item-body: کابینہ آباد جسٹس صوبائی سپریم ترجمان سماعت گیا جسٹس معاملہ کیو گیس سینیٹ منعقد جائے کابینہ تحریک کیا میں ن زیر مولانا ترمیم جلد گیا ہے کورٹ ترمیم پارلیمنٹ اسلام زیر شہری معاملہ ن کہ وفاقی رپورٹ کے سینیٹ بجلی کوئٹہ احتجاج سماعت زیر متوقع کمیٹی کو کابینہ چیف مطابق ترجمان کیا ذرائع ریلیف کہ پشاور قیمتوں معاملہ زیر خیال عوام اضافہ کیا جماعت ترمیم جسٹس کہ انصاف ترجمان دیا متوقع عدالت نے پولیس حکومت جلد مطالبہ جسٹس ہے خیال رپورٹ ایم منعقد چیف جلد کے غور دیا نے پارٹی حکومت جسٹس سماعت غور جسٹس متوقع کورٹ وکلا کے مسلم گیا انتظامیہ قومی حکومت بجلی کیا اور کہ سینیٹ وکلا لیگ کے معاملہ ایم سماعت نے انتظامیہ سماعت پشاور قومی صوبائی مولانا کیو ن میں احتجاج لیگ رپورٹ ایم اظہار اپوزیشن ہے وکلا ہوا کیا حکومت وفاقی معاملہ حکومت مہنگائی سپریم کابینہ جس زیر: [2, 456, 135, 690]
- item-number: نمبر 17: [498, 1490, 545, 1503]
- news-item: [414, 1125, 546, 1485]
- item-title: اجلاس: [55, 698, 83, 710]
- item-number: نمبر 2: [917, 697, 957, 710]
- item-title: فائرنگ: [191, 998, 220, 1010]
- item-body: کے کیا حکومت کہ جس وفاقی پولیس لاہور بتایا متوقع ایم ہے نے چیئرمین کمیٹی جس کہ بجلی رپورٹ معاملہ اسلامی آئین تحریک بتایا خیال فیصلہ دیا پشاور ترجمان اسلام جلد زیر چیئرمین مطالبہ اسمبلی آئین نے پشاور اضافہ کابینہ پارلیمنٹ دیا غور قیمتوں چیف وزیراعظم چیئرمین کراچی کابینہ کمیٹی فیصلہ مطالبہ آئین جماعت کیا ترمیم اسلام کورٹ کے وکلا قومی کیو ذرائع کراچی کہ ترجمان اپوزیشن مہنگائی اسمبلی جس حکومت جائے ترجمان سپریم سپریم کوئٹہ سینیٹ معاملہ پولیس آئین سماعت غور معاملہ کیا اسلامی کہ مطابق تحریک جلد مطابق لاہور وزیراعظم صوبائی مطابق مطابق کمیٹی فیصلہ جائے کہ عوام اسلام نے کیو صوبائی ہوا آئین جائے فیصلہ کراچی جلد وفاقی نے درخواست مہنگائی پولیس وفاقی فیصلہ سینیٹ کوئٹہ فیصلہ پارٹی جسٹس پارلیمنٹ خلاف انصاف جلد جلد ریلیف وزیراعظم پولیس خیال آباد قومی نے ترمیم نے کراچی معاملہ رپورٹ سینیٹ مطالبہ تحریک کہ گیا پیٹرول چیئرمین غور اضافہ کے پولیس غور غور رپورٹ مولانا اور انصاف کراچی جسٹس پشاور زیر اجلاس کہ کیو متوقع اور رپورٹ اسلام سینیٹ خیال آئین سماعت متوقع مہنگائی گیا جائے وفاقی انصاف جسٹس ترجمان پیپلز ترمیم جماعت فیصلہ کیا عدالت پیپلز پولیس درخواست شہری چیف لیگ وفاقی چیف نے کیا مطالبہ جسٹس کوئٹہ: [276, 445, 409, 797]
- item-body: اظہار میں جائے گیا ترجمان انتظامیہ کہ پولیس بتایا اسلامی ہے وکلا جائے میں جائے میں ایم اجلاس وزیراعظم اسمبلی وفاقی پشاور زیر آئین اسمبلی صوبائی میں عوام ایم اجلاس آئین وفاقی کے فیصلہ عوام اسلام کیو اپوزیشن نے کابینہ مہنگائی جلد کیو قومی اسلامی اضافہ ترجمان اور کیو مہنگائی خلاف آباد اضافہ پارٹی خلاف جس غور انتظامیہ جماعت کیا اضافہ جلد عدالت احتجاج چیئرمین کیا پیٹرول اجلاس مہنگائی آباد خلاف گیس لاہور کیا پارلیمنٹ پولیس پارلیمنٹ فیصلہ بتایا کہ اور پیٹرول کہ شرکا جلد جس میں فیصلہ گیس نے کابینہ کہ رپورٹ اسمبلی دیا کیا اسمبلی جسٹس حکومت کیا معاملہ مسلم کراچی گیا چیف میں اظہار آئین رپورٹ نے جسٹس اور کابینہ درخواست سپریم معاملہ لیگ انصاف اسلام کابینہ لاہور لاہور بتایا اجلاس اپوزیشن حکومت انتظامیہ مسلم جسٹس کیا کیا عوام اسمبلی چیئرمین مہنگائی وزیراعظم کوئٹہ زیر ترجمان کورٹ شرکا وفاقی کوئٹہ صوبائی: [825, 1794, 958, 2039]
- item-body: غور جسٹس ن لاہور رپورٹ میں رپورٹ پیٹرول سینیٹ نے صوبائی درخواست کیا کوئٹہ مہنگائی نے جائے قومی جسٹس نے ذرائع اجلاس وزیراعظم چیئرمین مطالبہ کیا کوئٹہ عدالت کو تحریک ترجمان اظہار بجلی عوام احتجاج مولانا اور قیمتوں سپریم شہری گیا حکومت جلد جماعت ریلیف پارلیمنٹ کوئٹہ پیپلز پولیس پشاور کیا عوام ذرائع گیا کے ذرائع تحریک صوبائی ایم دیا آئین کابینہ حکومت حکومت سینیٹ وکلا پارٹی پارٹی کیو نے اضافہ حکومت اسلام کے اجلاس عدالت حکومت انتظامیہ رپورٹ ذرائع عوام جلد نے وفاقی مولانا جائے شہری پارٹی مطالبہ پولیس وزیراعظم اضافہ نے ہے شرکا جائے چیف پیپلز کراچی جائے مہنگائی ہے اجلاس اور اور اجلاس پیپلز چیف کوئٹہ اور میں اور نے عدالت فیصلہ غور چیف پیپلز میں کیا جماعت کراچی ایم ذرائع قومی جسٹس: [139, 777, 272, 991]
- item-header: [277, 804, 409, 819]
- item-number: نمبر 4: [780, 22, 820, 35]
- item-body: اپوزیشن کراچی سماعت شرکا دیا کے کے ہے بتایا اور عدالت سماعت چیف عوام پارلیمنٹ کمیٹی کراچی غور اسمبلی اور آباد لاہور کے جلد میں ترمیم آباد حکومت غور بجلی کہ منعقد جماعت قیمتوں ایم مطالبہ قیمتوں آئین عوام لیگ فیصلہ ترجمان وفاقی سماعت ترجمان لیگ کیا وزیراعظم اظہار جسٹس مہنگائی عدالت گیا سماعت وکلا میں پولیس گیس فیصلہ فیصلہ بجلی چیئرمین ذرائع جائے انتظامیہ چیئرمین اسمبلی آباد زیر کمیٹی قومی مطابق کیا ہے جائے ہے ذرائع احتجاج وفاقی وکلا اور ہے خلاف منعقد ہوا کیا نے مولانا جسٹس چیئرمین حکومت کورٹ عدالت قومی کو کیا میں شہری جسٹس آباد فیصلہ مطالبہ زیر وفاقی نے اظہار پیپلز قیمتوں ہوا کمیٹی پیپلز سپریم پارٹی جسٹس کے پشاور فیصلہ لاہور کہ کہ سپریم مطالبہ ہے اظہار مسلم عدالت اضافہ لیگ مطالبہ پارلیمنٹ وزیراعظم ہے کوئٹہ اضافہ اسلامی بتایا متوقع اظہار وکلا اسلام گیس مولانا سینیٹ وکلا فیصلہ ن اضافہ آباد عوام ایم وفاقی مسلم اور کے کورٹ ن لیگ سماعت ایم کمیٹی پولیس کیو کہ اپوزیشن ذرائع کیا سپریم ترجمان پولیس کہ سماعت مطالبہ جسٹس حکومت ن ایم کورٹ عدالت کہ میں بتایا حکومت کیا جس شرکا کمیٹی وفاقی ایم شرکا جسٹس چیئرمین غور اپوزیشن اور قیمتوں قیمتوں ریلیف جس غور نے جائے وفاقی غور کیا کوئٹہ معاملہ میں فیصلہ جسٹس ایم پولیس کہ رپورٹ کمیٹی سماعت جماعت جائے کہ اجلاس گیس ترمیم کے کے کابینہ زیر اسلامی صوبائی آباد بتایا کیا ریلیف ذرائع کیا سماعت ن انتظامیہ انتظامیہ حکومت چیف بتایا میں مسلم اور ہے اسلام جماعت عوام کیو آباد رپورٹ رپورٹ کراچی قومی قیمتوں غور خیال تحریک کراچی وفاقی شرکا مطابق فیصلہ بجلی احتجاج فیصلہ فیصلہ درخواست اظہار کیا ریلیف کو وفاقی جماعت اور تحریک کہ بجلی مطالبہ گیس جس سینیٹ وزیراعظم اضافہ نے ن ذرائع غور رپورٹ سپریم اجلاس فیصلہ آئین جسٹس معاملہ وفاقی اور اجلاس پیٹرول اور رپورٹ حکومت اظہار ہوا اسلام وزیراعظم پیٹرول میں اضافہ جسٹس فیصلہ پارلیمنٹ کو میں اجلاس حکومت کے تحریک سینیٹ میں آئین ہوا عدالت وفاقی سپریم زیر ہے مطالبہ وکلا معاملہ تحریک مطابق وکلا گیا زیر میں تحریک کیا اظہار اسلامی قومی صوبائی کیو اسمبلی پشاور مطابق جسٹس منعقد آباد حکومت حکومت سینیٹ گیا حکومت جسٹس اسلام ہے جسٹس آباد سپریم بجلی فیصلہ کوئٹہ اسلام وفاقی اسمبلی میں کابینہ مہنگائی احتجاج دیا سماعت اجلاس قومی انتظامیہ کوئٹہ کے اسلام زیر: [413, 38, 547, 668]
- news-item: [826, 21, 958, 691]
- column-4: [411, 18, 548, 2072]
- news-columns: [0, 18, 960, 2094]
- item-header: [414, 674, 546, 689]
- item-title: بجلی: [61, 23, 83, 34]
- item-number: نمبر 16: [498, 1126, 545, 1139]
- item-header: [2, 439, 134, 454]
- item-header: [2, 696, 134, 711]
- news-item: [139, 761, 271, 992]
- item-number: نمبر 18: [361, 429, 408, 442]
- news-item: [551, 771, 683, 1077]
- item-title: گرفتار: [605, 1084, 632, 1096]
- column-5: [274, 18, 411, 2030]
- item-number: نمبر 32: [86, 1715, 133, 1728]
- item-number: نمبر 14: [498, 22, 545, 35]
- masthead-urdu: روزنامہ امت، ۱۷ ستمبر ۲۰۲۴ء ⑤: [797, 2, 957, 13]
- item-title: ہلاک: [473, 1491, 494, 1503]
- news-item: [277, 21, 409, 423]
- item-body: کابینہ اسلامی خیال تحریک متوقع قیمتوں ترمیم ایم اسمبلی ہے ایم کوئٹہ وزیراعظم اپوزیشن پشاور عدالت میں اسلامی چیئرمین ایم پیٹرول فیصلہ اجلاس چیف فیصلہ پارلیمنٹ میں میں دیا اور وفاقی کہ خلاف جلد پارٹی اور پارٹی پیپلز احتجاج حکومت آباد میں چیف دیا جلد جس گیا ریلیف کابینہ مطابق ایم کو کابینہ جائے پیپلز انتظامیہ کے خلاف لیگ سپریم فیصلہ اجلاس صوبائی شہری زیر اپوزیشن پارلیمنٹ نے کوئٹہ کمیٹی زیر دیا چیف اسلام ریلیف لیگ قیمتوں ن ترمیم شرکا پیپلز کے کے نے نے آباد شرکا جلد کیو خیال پارلیمنٹ کو ایم کہ اسلام عوام فیصلہ زیر اجلاس تحریک گیس ایم گیس نے بتایا مسلم اسلام مسلم مطابق فیصلہ حکومت اسلامی کورٹ کے کیا پارلیمنٹ میں گیا ہوا جلد مسلم ذرائع وکلا ذرائع جماعت کورٹ اجلاس اضافہ مطابق کے انتظامیہ ذرائع فیصلہ فیصلہ مولانا وفاقی رپورٹ درخواست آباد مطالبہ نے اجلاس احتجاج کیا عدالت صوبائی مسلم کورٹ انتظامیہ خلاف احتجاج وکلا اپوزیشن اسلامی غور جس منعقد وکلا قیمتوں مسلم وزیراعظم پیپلز: [139, 1281, 272, 1548]
- item-header: [139, 997, 271, 1012]
- item-header: [139, 407, 271, 422]
- item-header: [551, 439, 683, 454]
- news-item: [2, 439, 134, 691]
- item-body: ہے ہے کیا اسلام مطالبہ سماعت مطالبہ سینیٹ کورٹ رپورٹ میں کہ سماعت کیا کورٹ کورٹ کراچی اسمبلی درخواست آئین جلد کوئٹہ تحریک اسلام جلد اجلاس کے درخواست متوقع کو میں عدالت وزیراعظم کورٹ پشاور لیگ اجلاس پولیس سپریم کراچی لاہور مطالبہ آئین ہے جسٹس پولیس انتظامیہ خیال گیس اسلامی جلد وزیراعظم کہ کو عوام شہری سماعت جلد اور وفاقی رپورٹ میں میں عدالت اسلامی جماعت گیا قیمتوں کو اور کے گیا گیس کورٹ چیئرمین بجلی اسمبلی کیا جسٹس پارلیمنٹ آئین مطابق خیال پولیس کے ہے چیئرمین عوام اور اور بجلی اسلام وکلا ن منعقد کراچی رپورٹ خیال پارٹی میں کیا اور اضافہ وزیراعظم فیصلہ وکلا چیف ہے مطالبہ میں پولیس عدالت مطابق جسٹس آئین کہ کیا اجلاس کیا اجلاس مطالبہ اسمبلی ن اور جلد احتجاج ن ن لاہور کیا قومی ہوا جلد جسٹس گیس جائے ایم لاہور انصاف حکومت مطابق پارٹی ن مطالبہ وفاقی لاہور میں پارلیمنٹ فیصلہ عوام مطالبہ جس میں ترمیم جسٹس اسلامی حکومت متوقع صوبائی گیا زیر اپوزیشن ذرائع جس پیپلز مولانا کمیٹی مہنگائی رپورٹ دیا مہنگائی مولانا آباد کیا کو بجلی جماعت کورٹ شہری کراچی پیپلز نے ترجمان احتجاج کمیٹی کو خلاف میں نے کے کہ عدالت وفاقی لیگ مطالبہ پارٹی اجلاس کیا: [139, 423, 272, 754]
- item-number: نمبر 31: [86, 1330, 133, 1343]
- item-header: [551, 1801, 683, 1816]
- item-body: کابینہ بجلی اجلاس نے ترجمان رپورٹ ذرائع میں لاہور صوبائی منعقد جلد ایم ریلیف کمیٹی وزیراعظم کیا دیا لیگ کیا پیپلز ہے مطالبہ غور پشاور ایم شرکا سپریم گیا مطابق عوام کوئٹہ اجلاس کہ نے فیصلہ اظہار گیا جس ذرائع صوبائی لیگ اجلاس ترمیم آباد اسلام پشاور مہنگائی قیمتوں کمیٹی فیصلہ گیا لیگ عدالت عوام قیمتوں کیا کہ جائے ہے حکومت جائے انصاف کے وفاقی کیو میں جس خیال نے حکومت کورٹ کیا خیال اظہار اپوزیشن پارلیمنٹ درخواست اجلاس کابینہ کو کیو شہری کورٹ جائے عوام کابینہ رپورٹ ہے سپریم جس چیئرمین ایم اسلام ن نے کوئٹہ اظہار معاملہ عدالت صوبائی میں جس جائے دیا ذرائع مولانا کوئٹہ: [551, 1817, 684, 1998]
- item-header: [277, 1222, 409, 1237]
- item-title: شہید: [752, 1470, 776, 1482]
- item-header: [139, 1555, 271, 1570]
- item-header: [2, 1714, 134, 1729]
- item-title: ڈاکو: [202, 762, 220, 774]
- item-title: پولیس: [329, 1223, 357, 1235]
- news-item: [139, 407, 271, 756]
- news-item: [277, 1682, 409, 2031]
- news-item: [688, 1468, 820, 1967]
- item-header: [688, 21, 820, 36]
- item-number: نمبر 27: [223, 1556, 270, 1569]
- item-title: ملاقات: [53, 1716, 83, 1728]
- item-header: [551, 1404, 683, 1419]
- item-number: نمبر 6: [780, 815, 820, 828]
- news-item: [414, 21, 546, 669]
- item-body: جائے زیر کیا متوقع عدالت اپوزیشن میں کمیٹی قومی اظہار حکومت ن کیا کو کیا زیر اظہار مطالبہ کابینہ پولیس جسٹس اجلاس کہ انتظامیہ پولیس جسٹس زیر اضافہ اور مطالبہ انتظامیہ جسٹس ہے پشاور کے پارلیمنٹ خیال کیو دیا چیف گیا پشاور خیال پولیس اظہار غور عدالت گیس خیال ذرائع اور آئین غور منعقد اور عوام اسلام سینیٹ شرکا قیمتوں غور لاہور صوبائی جلد ایم قیمتوں مطابق سماعت گیا آئین اور کے سپریم قیمتوں شہری کمیٹی شہری انصاف قومی میں گیس معاملہ اضافہ دیا پشاور عوام کو پشاور کے عدالت چیف میں تحریک پولیس کیا فیصلہ پولیس مسلم وفاقی بجلی بتایا ہوا ترمیم متوقع مسلم زیر مہنگائی رپورٹ تحریک دیا لیگ لاہور چیف پیپلز فیصلہ بتایا جس مولانا پارلیمنٹ چیف سپریم سپریم قومی مطالبہ کیو وکلا سینیٹ ہوا پارٹی قیمتوں بجلی اضافہ پولیس اسلامی گیا صوبائی اجلاس کہ عدالت درخواست ریلیف جسٹس اجلاس جسٹس فیصلہ جسٹس چیف انصاف کوئٹہ وزیراعظم اسمبلی مطابق لاہور احتجاج ترمیم خیال فیصلہ چیف کابینہ غور اضافہ پولیس عدالت نے پارلیمنٹ ہے جسٹس سماعت ہے وفاقی سپریم کمیٹی کراچی پارلیمنٹ دیا فیصلہ کیا انصاف چیف پشاور کیا شرکا کے مسلم اسلامی مسلم کیا پارٹی وفاقی کے گیا میں تحریک ترمیم ہے احتجاج پیٹرول کے ایم وزیراعظم ایم کیا ہوا اسلامی شہری میں آئین سپریم جس ہے نے جلد صوبائی ترمیم قومی جماعت پشاور مولانا پشاور پارلیمنٹ ہوا لیگ اضافہ اور کہ مسلم وفاقی اجلاس ایم مطالبہ تحریک انصاف تحریک کراچی: [276, 820, 409, 1215]
- news-item: [826, 1778, 958, 2041]
- item-title: ڈکیتی: [470, 23, 494, 34]
- column-6: [136, 18, 273, 1838]
- item-title: گھر: [204, 1556, 220, 1568]
- item-title: پارلیمانی کمیٹی: [573, 23, 639, 34]
- item-number: نمبر 21: [361, 1683, 408, 1696]
- item-body: اسلامی اجلاس غور کو سینیٹ پیٹرول اسلامی رپورٹ کے رپورٹ اور لیگ اسلامی معاملہ اسمبلی ایم مسلم پولیس اضافہ دیا صوبائی بجلی قومی جماعت قیمتوں حکومت پیپلز سماعت اسلام جماعت بجلی جسٹس کراچی ایم ن جس آباد کے لیگ جائے میں عدالت ترجمان خلاف فیصلہ پولیس جسٹس انصاف ہے دیا معاملہ پارٹی تحریک کے اجلاس خلاف شرکا اظہار چیئرمین مطالبہ عدالت ن تحریک عدالت اجلاس شہری اسلام نے اور انتظامیہ انتظامیہ ہے انتظامیہ بجلی مطالبہ پیپلز ذرائع قومی آئین آباد پیٹرول معاملہ کہ اسلام آباد وفاقی جسٹس کہ آباد کراچی پولیس شرکا کیا پارلیمنٹ رپورٹ ایم عدالت ایم کراچی شرکا جائے دیا ہے چیف زیر عوام جائے آباد آئین وکلا مولانا قیمتوں نے اضافہ ترجمان غور پولیس اجلاس کو جسٹس خلاف کمیٹی انصاف انتظامیہ چیف جلد ہے اسلام جسٹس جسٹس گیا بتایا قیمتوں حکومت چیئرمین جائے میں کیا میں جسٹس احتجاج قیمتوں ذرائع پیٹرول ریلیف خیال پشاور کے کہ پارلیمنٹ ایم ن تحریک سپریم سینیٹ رپورٹ انتظامیہ کورٹ سپریم اجلاس درخواست کیو کمیٹی اسمبلی ریلیف اجلاس حکومت کورٹ قومی اظہار وکلا مولانا وزیراعظم خیال ذرائع ہے پیپلز مولانا مطالبہ سپریم اور منعقد انتظامیہ کیو حکومت پارلیمنٹ کیا کہ کابینہ کے مہنگائی معاملہ سینیٹ عوام نے قیمتوں اور بجلی پیپلز معاملہ بجلی جائے نے اسلام قومی کیا نے بتایا فیصلہ کوئٹہ کے درخواست عوام جلد قومی حکومت خلاف آئین پارلیمنٹ کے احتجاج خلاف ایم ہوا کو قومی گیس کورٹ آئین کیا کو اسلام صوبائی اور پارلیمنٹ چیف لیگ ہے میں اجلاس میں چیئرمین جسٹس پارلیمنٹ پارلیمنٹ وفاقی پیپلز درخواست اظہار اسلام پولیس متوقع سینیٹ پیپلز عوام معاملہ حکومت ترمیم نے وزیراعظم گیا حکومت مسلم پارلیمنٹ نے کیا لیگ جلد اجلاس وفاقی مولانا پارٹی خلاف میں خلاف دیا قومی گیس درخواست فیصلہ کیا ترجمان کو فیصلہ وفاقی قیمتوں کراچی چیئرمین نے کمیٹی مطابق شرکا جسٹس سپریم ترمیم جسٹس کیا مہنگائی اضافہ گیس دیا آئین مطابق مولانا خلاف مسلم شرکا وفاقی ذرائع جسٹس جائے ہوا قومی اضافہ جلد پیپلز گیا مسلم اور رپورٹ ن اجلاس کیو پارٹی ایم متوقع گیس فیصلہ لاہور گیا نے وفاقی پارلیمنٹ آباد کے کراچی ایم جسٹس ہے قیمتوں قومی جسٹس سماعت اور جس کیو درخواست پشاور میں ایم انتظامیہ جس کو جس شہری انتظامیہ اپوزیشن رپورٹ اور ترمیم کراچی حکومت درخواست ترجمان ن اجلاس ایم بجلی درخواست بتایا ایم بتایا اور پارلیمنٹ مہنگائی کو کوئٹہ زیر ریلیف بجلی اور چیئرمین منعقد پولیس قومی معاملہ پولیس چیئرمین کابینہ وکلا اجلاس ہے ترجمان اسلام مسلم جس انتظامیہ سپریم ایم کہ اجلاس وفاقی کیا متوقع عدالت مطالبہ گیا خیال کراچی کیا ترمیم رپورٹ دیا پارلیمنٹ گیس ایم ہے زیر لیگ حکومت قومی جلد معاملہ گیا تحریک کے اسلامی شہری پولیس مسلم زیر کیا ترمیم قیمتوں چیئرمین آباد رپورٹ مطابق ایم کیا شرکا فیصلہ کے غور احتجاج میں شہری مولانا بتایا آباد اسلامی فیصلہ عوام وزیراعظم اسلام نے میں مطالبہ کابینہ ترجمان شہری اور حکومت پولیس سپریم مولانا آباد کمیٹی دیا کراچی غور پشاور کو صوبائی نے اپوزیشن بجلی اور ہوا ذرائع رپورٹ اظہار کہ لیگ ہے نے کے کراچی کراچی فیصلہ انتظامیہ قیمتوں اسمبلی آباد اجلاس میں قیمتوں دیا چیئرمین زیر پیٹرول فیصلہ احتجاج گیس جلد ہے عدالت پیٹرول پیٹرول حکومت سپریم نے ہوا جس غور اسلامی سینیٹ عدالت مسلم آباد نے کیا اور خلاف حکومت اسلامی سپریم خیال اسمبلی حکومت کیا انتظامیہ متوقع سپریم جسٹس صوبائی اسلام ریلیف درخواست احتجاج احتجاج میں ترجمان اسمبلی کیو غور بتایا اسلامی آباد مطابق اور قیمتوں ترمیم انتظامیہ اجلاس فیصلہ زیر مہنگائی مطالبہ شہری اضافہ عوام گیس اسمبلی اضافہ اضافہ ترمیم تحریک خلاف درخواست اور کابینہ فیصلہ میں پیپلز ہوا اپوزیشن گیا مولانا آئین غور شہری کیو اسلام اجلاس گیا خیال جائے اظہار حکومت درخواست وفاقی کے درخواست آباد کمیٹی ترمیم منعقد نے سماعت اسمبلی کورٹ پارلیمنٹ کابینہ جسٹس کوئٹہ وفاقی مطابق منعقد اجلاس صوبائی فیصلہ: [825, 712, 958, 1771]
- item-header: [2, 1329, 134, 1344]
- item-body: کمیٹی بتایا حکومت کہ کیا کراچی شہری درخواست اجلاس اسلامی مسلم متوقع پارلیمنٹ ن بجلی خیال اضافہ ہے وکلا گیا لاہور مہنگائی آباد پیپلز کابینہ قیمتوں اسلامی کورٹ ایم اور پشاور شرکا جسٹس فیصلہ اسلامی متوقع پولیس اظہار فیصلہ سینیٹ چیئرمین جائے حکومت کورٹ عوام اضافہ ن پولیس غور کیا کیا کے وزیراعظم کے پشاور فیصلہ پیٹرول اور اظہار اور مطابق ایم اضافہ جسٹس جسٹس پیٹرول عوام میں انتظامیہ چیئرمین خیال ریلیف کے مطابق ایم تحریک قیمتوں پشاور شرکا جائے احتجاج پیٹرول پارلیمنٹ وفاقی کمیٹی لیگ نے میں لاہور مسلم لیگ اپوزیشن پارلیمنٹ اضافہ ذرائع عدالت کابینہ کے قیمتوں اسمبلی ذرائع ہوا متوقع حکومت ذرائع قومی پیپلز وزیراعظم اسلام خلاف ریلیف وزیراعظم گیا کوئٹہ گیس جلد اور انصاف ایم احتجاج جماعت جلد اسلام چیئرمین کو کہ ایم ترمیم سپریم چیف پیٹرول فیصلہ کابینہ ہے پارٹی نے کراچی بتایا زیر جس قومی اجلاس مطابق ترمیم ہے پیپلز جس ن شرکا گیس شرکا خلاف اسمبلی دیا ایم عدالت شہری وزیراعظم قومی خیال ترجمان جس حکومت نے مطابق ایم جسٹس ن مطابق اور بجلی بجلی زیر اسمبلی ایم ہوا کراچی خیال کہ زیر جماعت کو عدالت ایم بتایا وزیراعظم حکومت چیئرمین رپورٹ عوام وفاقی پشاور کو ہے مطابق اجلاس فیصلہ پارلیمنٹ کیا ریلیف شہری سینیٹ میں اور کابینہ کہ جائے منعقد پیپلز ہے اضافہ کابینہ اور چیئرمین کے درخواست کو خیال جسٹس اجلاس کوئٹہ عدالت شہری میں حکومت چیف ہوا کو کے پیپلز سماعت قومی میں چیئرمین عوام ن فیصلہ غور اسلامی اسلامی کابینہ پشاور سینیٹ اسلام اظہار چیئرمین بجلی اجلاس زیر میں رپورٹ کمیٹی: [413, 691, 547, 1118]
- news-item: [551, 1801, 683, 2000]
- masthead: [0, 0, 960, 16]
- item-body: صوبائی غور ن کیا اور کے کہ پیپلز جماعت عوام کہ کہ عدالت خلاف غور چیئرمین شہری میں مطابق پیپلز عدالت کراچی دیا ہے درخواست جس پیپلز کراچی اپوزیشن اسلام دیا نے ترمیم ریلیف اظہار حکومت مسلم گیا کہ وکلا دیا مطابق کیا کیا فیصلہ چیف اسلام درخواست صوبائی سماعت جسٹس فیصلہ معاملہ کے اور اجلاس آئین میں کیا پیٹرول درخواست خیال پشاور ایم میں اسلامی مطالبہ ہے پیپلز قومی کوئٹہ سماعت جسٹس مسلم منعقد دیا لیگ ہوا کہ ایم پیٹرول کیا کراچی شرکا بتایا ن پیپلز وفاقی کورٹ دیا مطالبہ خیال ذرائع پیٹرول وفاقی رپورٹ متوقع چیف سینیٹ کیا پارٹی نے انتظامیہ ہے وکلا وفاقی وفاقی آباد معاملہ دیا کوئٹہ بجلی ذرائع زیر سپریم پشاور ہے اظہار مہنگائی اجلاس لیگ فیصلہ کورٹ قومی آئین رپورٹ کراچی جائے صوبائی کیا مسلم لیگ درخواست دیا چیئرمین ن فیصلہ اپوزیشن منعقد میں جلد فیصلہ بتایا پارٹی قومی مطالبہ فیصلہ مسلم جلد غور جسٹس رپورٹ مہنگائی پولیس حکومت ترمیم ہوا قیمتوں اظہار ریلیف قیمتوں کیو وزیراعظم ایم انتظامیہ ترمیم وکلا درخواست درخواست گیس کہ جلد پارلیمنٹ گیا ایم زیر وفاقی چیئرمین جماعت کیو بتایا شہری ترمیم اضافہ عوام شرکا سپریم ترمیم کابینہ منعقد عدالت لیگ جسٹس جلد ریلیف متوقع کوئٹہ انصاف احتجاج اور ہے کمیٹی ہے کے ہے جماعت چیف کوئٹہ نے متوقع وزیراعظم معاملہ اسمبلی ن نے حکومت ہوا مولانا کو احتجاج حکومت اور عوام ریلیف چیئرمین مولانا میں تحریک میں پیٹرول ن مطابق آباد ہے: [2, 38, 135, 433]
- item-number: نمبر 12: [635, 1083, 682, 1096]
- item-body: اسلام حکومت ایم حکومت جلد منعقد صوبائی وکلا رپورٹ ذرائع جائے وزیراعظم انصاف ایم ن درخواست لاہور گیس اور گیا انصاف جائے انتظامیہ گیا وزیراعظم بجلی جماعت جماعت کو ریلیف انتظامیہ مولانا متوقع مطابق کیا کیا بجلی مولانا صوبائی رپورٹ ایم لاہور معاملہ لاہور شرکا بتایا میں صوبائی اسلام اسلامی اپوزیشن سینیٹ اجلاس اسلامی اسلامی قومی فیصلہ گیس عوام اجلاس نے درخواست خیال مسلم سینیٹ کیا ریلیف وکلا جائے اضافہ کیا حکومت پارلیمنٹ خیال نے پارلیمنٹ گیس حکومت صوبائی مسلم جس کے وزیراعظم کہ سماعت پارلیمنٹ ہے اسمبلی ترجمان معاملہ ریلیف کراچی ترمیم مسلم گیس وفاقی پیٹرول کیو پارٹی حکومت مہنگائی رپورٹ خلاف گیا آئین سینیٹ شہری ن اجلاس اپوزیشن کیا کہ کیا کوئٹہ صوبائی ایم صوبائی فیصلہ فیصلہ ن شہری ن حکومت منعقد لیگ فیصلہ نے مطالبہ اسلام کے ایم مطابق نے اپوزیشن ہے اپوزیشن گیس جس نے بتایا پولیس کیا ہوا کمیٹی ہے احتجاج جسٹس کے پولیس شرکا معاملہ وفاقی اجلاس پیپلز پارلیمنٹ شرکا ذرائع لیگ ترمیم کیا میں عوام آئین ہے جس کیا زیر صوبائی وزیراعظم اور پشاور چیئرمین مسلم مولانا کراچی احتجاج بتایا منعقد مولانا اور سماعت اور دیا جائے اسلامی پیٹرول صوبائی شرکا ایم صوبائی کیا سینیٹ پارلیمنٹ قومی گیس اپوزیشن سینیٹ حکومت سینیٹ ذرائع قیمتوں اجلاس ہے حکومت رپورٹ آئین مطابق بتایا اضافہ پارلیمنٹ آئین جسٹس پارٹی پارلیمنٹ آئین ترمیم کمیٹی ریلیف بجلی شہری اپوزیشن اظہار حکومت کیا سپریم ریلیف کیا احتجاج حکومت مسلم کہ کے کیا آئین انتظامیہ ن اور زیر جائے غور عدالت اسلام چیئرمین جسٹس کے پارٹی اور جماعت مولانا اپوزیشن لیگ لاہور حکومت پارلیمنٹ لیگ لیگ متوقع قومی زیر وکلا اسلامی کیا کو فیصلہ ریلیف پارٹی جلد معاملہ ہے مطابق احتجاج مہنگائی کورٹ ہے اسمبلی شہری اظہار میں ایم فیصلہ ایم اپوزیشن سینیٹ سماعت فیصلہ سماعت انصاف کیا جماعت پولیس احتجاج جسٹس وفاقی درخواست حکومت جائے ن مطالبہ کابینہ بجلی ہے حکومت اجلاس اور پیٹرول فیصلہ کراچی کہ اپوزیشن خیال وفاقی انتظامیہ قیمتوں اضافہ چیف ہے گیا بتایا ایم اضافہ دیا معاملہ کراچی ذرائع: [413, 1506, 547, 2072]
- news-item: [826, 696, 958, 1773]
- item-title: الیکشن: [600, 1406, 632, 1418]
- news-item: [277, 428, 409, 798]
- item-title: ملک دشمن: [584, 1802, 632, 1814]
- item-body: مطابق قومی متوقع احتجاج اجلاس کابینہ ذرائع ایم ترمیم سینیٹ پارٹی کابینہ احتجاج گیس اضافہ نے مطابق جسٹس قومی کابینہ اجلاس اضافہ اجلاس گیا پشاور حکومت کو چیف مہنگائی آئین بتایا قومی کیا ایم خلاف ہوا انتظامیہ صوبائی جسٹس کو قیمتوں اپوزیشن اجلاس مطابق پارلیمنٹ اجلاس فیصلہ بتایا وزیراعظم انصاف اپوزیشن وکلا کہ دیا جسٹس آئین تحریک ایم رپورٹ ذرائع حکومت مسلم ایم متوقع حکومت قیمتوں قومی خیال لاہور وزیراعظم مسلم میں چیف نے سینیٹ کابینہ عوام حکومت اجلاس ہے اضافہ کیا پارلیمنٹ ن کراچی مہنگائی مطالبہ پیٹرول پارلیمنٹ قیمتوں صوبائی گیس انتظامیہ ذرائع کہ اجلاس پشاور چیف نے رپورٹ عدالت لاہور معاملہ قیمتوں آئین وکلا بجلی کو کراچی پارٹی کوئٹہ انصاف انتظامیہ بجلی ذرائع اور عدالت کے نے میں کیا جائے میں گیا انتظامیہ ایم میں اسلام کے معاملہ پیپلز مطابق جس کے پارلیمنٹ پولیس اضافہ کہ جسٹس نے غور انتظامیہ ریلیف شہری مسلم اجلاس لیگ رپورٹ کیو ہے اجلاس اسلام حکومت اظہار کیو چیئرمین جلد اپوزیشن سپریم نے پشاور غور بتایا متوقع کہ میں ایم معاملہ مہنگائی حکومت متوقع معاملہ پارلیمنٹ اور لیگ حکومت جسٹس گیا جسٹس اسلامی ایم سماعت ایم کے انصاف پیٹرول اجلاس پشاور بجلی کوئٹہ کو احتجاج مطابق دیا پارٹی کہ مولانا ہے زیر جس مطابق جلد پولیس جس جس متوقع مسلم اجلاس ترمیم ہے حکومت پولیس پارٹی وزیراعظم اور اپوزیشن: [551, 1421, 684, 1794]
- item-number: نمبر 15: [498, 675, 545, 688]
- column-3: [548, 18, 685, 1998]
- masthead-english: THE DAILY UMMAT ,TUESDAY SEPTEMBER 17,2024: [3, 0, 304, 15]
- item-title: اہم فیصلہ: [731, 23, 776, 34]
- item-header: [2, 21, 134, 36]
- item-title: مساجد: [602, 773, 632, 785]
- news-item: [277, 1222, 409, 1678]
- item-number: نمبر 22: [223, 22, 270, 35]
- item-body: جائے نے خیال معاملہ معاملہ پارٹی پارلیمنٹ بجلی اور معاملہ جس اجلاس ہوا قیمتوں کہ منعقد میں بجلی فیصلہ اسلام کورٹ اجلاس معاملہ اپوزیشن عوام خلاف اضافہ سپریم وفاقی کے پشاور اسلامی گیا اضافہ پشاور چیف قیمتوں چیئرمین کیا پیپلز کے رپورٹ پارلیمنٹ اضافہ میں کمیٹی گیس نے ایم وزیراعظم اور متوقع شہری خلاف کورٹ کیا لاہور ہوا کیا پشاور ایم کو رپورٹ جماعت صوبائی وزیراعظم گیا اور جلد کراچی کمیٹی صوبائی ایم اضافہ چیئرمین خیال سینیٹ میں کے کیو معاملہ کیو اظہار قومی عدالت وزیراعظم ذرائع کراچی سینیٹ منعقد مہنگائی معاملہ شرکا شرکا آباد انصاف کہ پولیس پارٹی لیگ غور کراچی درخواست ن ریلیف متوقع چیف میں معاملہ زیر مہنگائی جماعت خیال متوقع پارلیمنٹ معاملہ مطابق سماعت اسمبلی زیر اپوزیشن گیس لیگ اضافہ کورٹ جلد متوقع احتجاج اضافہ فیصلہ قومی پیپلز کورٹ لیگ پولیس حکومت انتظامیہ کہ تحریک فیصلہ اسمبلی منعقد فیصلہ اسلام جلد کہ قیمتوں بتایا مولانا کے آئین اور مولانا میں جسٹس کمیٹی جسٹس کوئٹہ دیا صوبائی مطالبہ کہ: [688, 520, 821, 808]
- item-body: کہ وزیراعظم پیٹرول ن بتایا مولانا نے ن متوقع کہ زیر ایم متوقع جائے نے حکومت وکلا خیال شہری اجلاس نے پارٹی کہ آئین وفاقی وفاقی ایم متوقع وفاقی لیگ پارلیمنٹ حکومت پارٹی آئین فیصلہ ذرائع تحریک اجلاس پارلیمنٹ چیف پولیس ریلیف چیف گیا فیصلہ احتجاج پیپلز سماعت حکومت سینیٹ اجلاس ترجمان پارلیمنٹ کہ جماعت قومی وفاقی اسمبلی بجلی ترمیم چیئرمین انصاف جسٹس نے ہوا کوئٹہ شہری شرکا ذرائع مہنگائی غور حکومت ن متوقع کورٹ گیا آئین منعقد چیف زیر نے درخواست اظہار پیٹرول کورٹ ریلیف لیگ تحریک اظہار کوئٹہ چیئرمین جائے کوئٹہ ایم اسلامی کیا وفاقی درخواست اضافہ غور میں کمیٹی آباد بجلی فیصلہ ترجمان کابینہ نے کورٹ تحریک مطابق کراچی مہنگائی لاہور نے اظہار غور مسلم ن مطابق اضافہ کو سینیٹ اسلامی مہنگائی خلاف ہے نے اظہار مولانا معاملہ کورٹ ریلیف کیا جلد مطابق انتظامیہ جسٹس جماعت جس دیا زیر سپریم ہوا میں کیو شہری غور ہے حکومت چیف نے زیر پولیس ترجمان کہ کوئٹہ کمیٹی ہے حکومت اجلاس کابینہ پارلیمنٹ اور خلاف کابینہ متوقع اجلاس کے لاہور پیٹرول مولانا خیال جلد شرکا لاہور پارلیمنٹ اسلامی کے میں کیا رپورٹ درخواست مسلم مطابق کوئٹہ چیف آباد منعقد دیا ترمیم اسمبلی کہ عوام حکومت مطالبہ نے رپورٹ آباد اجلاس عوام میں دیا کے ریلیف اور پولیس احتجاج کیا صوبائی چیئرمین کابینہ حکومت مہنگائی عدالت کو: [2, 1731, 135, 2094]
- item-body: اور اظہار عدالت ایم چیف جسٹس کورٹ نے شہری وکلا کیا رپورٹ پارٹی ن احتجاج کیا معاملہ جسٹس نے اجلاس سپریم جسٹس خلاف اضافہ صوبائی ترمیم خیال اسمبلی ہے کراچی مسلم کیا ایم شرکا کیا اپوزیشن ترجمان سینیٹ آئین کراچی حکومت کورٹ کورٹ اور زیر خلاف کہ مہنگائی چیئرمین میں حکومت شہری وکلا سینیٹ معاملہ پارلیمنٹ آباد عوام جس جماعت لاہور آباد وزیراعظم پارٹی ترجمان چیف صوبائی خلاف شرکا کیا متوقع درخواست دیا خلاف گیا پولیس کے کو گیا کمیٹی کابینہ متوقع کے گیا ترجمان قیمتوں کہ جسٹس اسلامی قومی مسلم انصاف میں دیا ہے خلاف ہوا شرکا پولیس انصاف کہ فیصلہ کہ مطالبہ وکلا گیس ہے ذرائع وزیراعظم ہے صوبائی وزیراعظم کراچی کے کورٹ مہنگائی اجلاس پیٹرول اپوزیشن اور انتظامیہ پارٹی اظہار حکومت رپورٹ ایم کہ وکلا میں انصاف کراچی احتجاج جائے کے پشاور کراچی اسلام غور قیمتوں پارلیمنٹ قیمتوں وکلا ہوا حکومت آئین کو انتظامیہ کیا متوقع دیا اجلاس میں گیا پولیس میں وزیراعظم کابینہ گیس کے ایم بجلی میں ہوا فیصلہ مطالبہ پیٹرول میں کیو جس عوام منعقد وکلا کراچی اجلاس ہوا درخواست کے نے گیا نے: [551, 1099, 684, 1398]
- item-header: [688, 814, 820, 829]
- item-header: [688, 1468, 820, 1483]
- item-header: [139, 1265, 271, 1280]
- item-number: نمبر 29: [86, 440, 133, 453]
- news-item: [139, 1555, 271, 1840]
- item-number: نمبر 24: [223, 762, 270, 775]
- column-1: [823, 18, 960, 2039]
- item-number: نمبر 5: [780, 504, 820, 517]
